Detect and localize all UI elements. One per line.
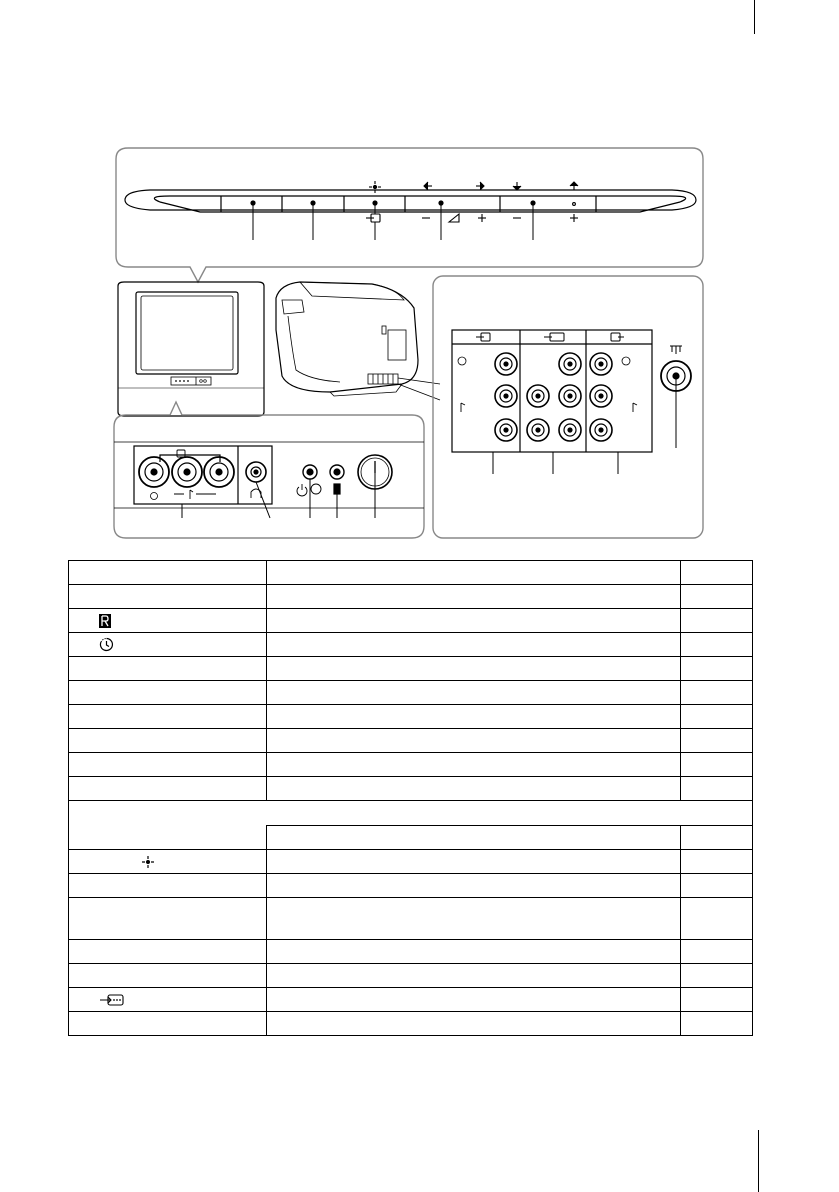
- table-row: [69, 1012, 753, 1036]
- table-row: [69, 633, 753, 657]
- rear-panel-header-icons: [476, 333, 624, 341]
- table-row: [69, 777, 753, 801]
- headphone-jack: [246, 462, 266, 498]
- joystick-symbol-icon: [369, 181, 381, 193]
- table-row: [69, 657, 753, 681]
- power-icon: [297, 484, 307, 496]
- remote-sensor-mark-icon: [334, 484, 340, 494]
- power-timer-area: [297, 455, 392, 496]
- timer-indicator-icon: [311, 484, 321, 494]
- volume-plus-icon: [478, 214, 486, 222]
- table-row: [69, 729, 753, 753]
- small-circle-icon: [573, 203, 576, 206]
- table-row: [69, 988, 753, 1012]
- tv-side-view: [276, 282, 440, 400]
- front-button-1-dot: [250, 200, 255, 205]
- table-row: [69, 561, 753, 585]
- table-row: [69, 753, 753, 777]
- front-button-3-dot: [372, 200, 377, 205]
- table-row: [69, 609, 753, 633]
- front-jack-callout-leaders: [182, 472, 375, 518]
- front-button-markers: [250, 200, 535, 205]
- table-row: [69, 964, 753, 988]
- monitor-output-icon: [544, 333, 564, 341]
- table-subrow: [69, 874, 753, 898]
- table-group-row: [69, 801, 753, 826]
- front-control-strip-callout: [116, 148, 703, 282]
- rear-panel-callout: [433, 276, 703, 538]
- rear-jack-column-1: [458, 353, 517, 441]
- output-icon: [611, 333, 624, 341]
- antenna-icon: [670, 346, 682, 354]
- table-row: [69, 705, 753, 729]
- front-av-jacks: [139, 450, 234, 500]
- front-button-2-dot: [310, 200, 315, 205]
- remote-sensor-icon: [99, 614, 111, 628]
- rear-jack-column-3: [590, 353, 637, 441]
- rear-jack-column-2: [527, 353, 581, 441]
- table-row: [69, 898, 753, 940]
- timer-icon: [99, 637, 114, 652]
- front-input-icon: [177, 450, 185, 457]
- table-subrow: [69, 826, 753, 850]
- table-subrow: [69, 850, 753, 874]
- video-input-icon: [99, 993, 125, 1007]
- audio-jack-icon: [174, 490, 216, 499]
- table-row: [69, 585, 753, 609]
- channel-plus-icon: [570, 214, 578, 222]
- table-row: [69, 681, 753, 705]
- front-jack-panel-callout: [114, 402, 424, 538]
- front-button-symbols: [366, 181, 578, 222]
- input-1-icon: [476, 333, 490, 341]
- front-button-5-dot: [530, 200, 535, 205]
- video-jack-icon: [151, 493, 158, 500]
- rear-jack-grille: [368, 374, 398, 384]
- input-select-icon: [366, 214, 380, 222]
- page-side-marker: [758, 1130, 759, 1192]
- front-button-4-dot: [438, 200, 443, 205]
- parts-table: [68, 560, 753, 1036]
- table-row: [69, 940, 753, 964]
- volume-icon: [449, 214, 459, 222]
- tv-controls-illustration: [0, 0, 839, 560]
- tv-front-view: [118, 282, 264, 416]
- menu-joystick-icon: [141, 855, 155, 869]
